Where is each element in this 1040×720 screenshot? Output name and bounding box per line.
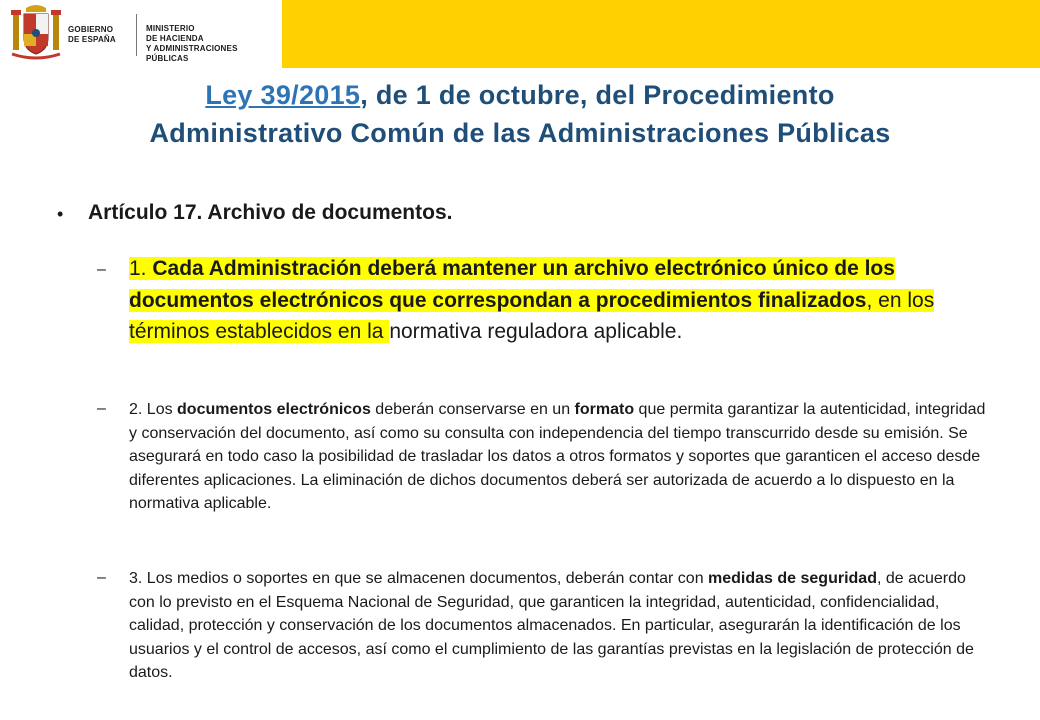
bullet-marker: • xyxy=(57,204,64,224)
dash-marker-1: – xyxy=(97,261,106,278)
p2-bold-documentos: documentos electrónicos xyxy=(177,401,371,418)
paragraph-2 xyxy=(129,398,995,516)
p2-bold-formato: formato xyxy=(574,401,635,418)
header-divider xyxy=(136,14,137,56)
slide-title xyxy=(30,76,1010,152)
p2-text-c: deberán conservarse en un xyxy=(370,401,575,418)
law-link[interactable]: Ley 39/2015 xyxy=(205,80,361,110)
title-rest-line1: , de 1 de octubre, del Procedimiento xyxy=(360,80,835,110)
p1-number: 1. xyxy=(129,257,153,280)
government-header-band xyxy=(0,0,1040,68)
spain-coat-of-arms-icon xyxy=(10,4,62,62)
p3-text-c: , de acuerdo con lo previsto en el Esquema Nacional de Seguridad, que garanticen la integridad, autenticidad, confidencialidad, calidad, protección y conservación de los documentos almacenados. En particular, asegurarán la identificación de los usuarios y el control de accesos, así como el cumplimiento de las garantías previstas en la legislación de protección de datos. xyxy=(129,570,974,681)
p1-bold: Cada Administración deberá mantener un archivo electrónico único de los documentos electrónicos que correspondan a procedimientos finalizados xyxy=(129,257,895,312)
p2-text-d: que permita garantizar la autenticidad, integridad y conservación del documento, así como su consulta con independencia del tiempo transcurrido desde su emisión. Se asegurará en todo caso la posibilidad de trasladar los datos a otros formatos y soportes que garanticen el acceso desde diferentes aplicaciones. La eliminación de dichos documentos deberá ser autorizada de acuerdo a lo dispuesto en la normativa aplicable. xyxy=(129,401,986,512)
paragraph-1 xyxy=(129,253,987,348)
p2-text-a: 2. Los xyxy=(129,401,178,418)
dash-marker-2: – xyxy=(97,400,106,417)
paragraph-3 xyxy=(129,567,995,685)
p1-rest: normativa reguladora aplicable. xyxy=(389,320,683,343)
dash-marker-3: – xyxy=(97,569,106,586)
ministry-name: MINISTERIO DE HACIENDA Y ADMINISTRACIONES PÚBLICAS xyxy=(146,24,238,63)
article-heading: Artículo 17. Archivo de documentos. xyxy=(88,201,453,224)
p1-rest-highlighted: , en los términos establecidos en la xyxy=(129,288,935,343)
p3-text-a: 3. Los medios o soportes en que se almacenen documentos, deberán contar con xyxy=(129,570,709,587)
government-name: GOBIERNO DE ESPAÑA xyxy=(68,25,116,44)
title-line2: Administrativo Común de las Administraciones Públicas xyxy=(149,118,891,148)
government-logo-area xyxy=(0,0,282,68)
p3-bold-medidas: medidas de seguridad xyxy=(708,570,877,587)
